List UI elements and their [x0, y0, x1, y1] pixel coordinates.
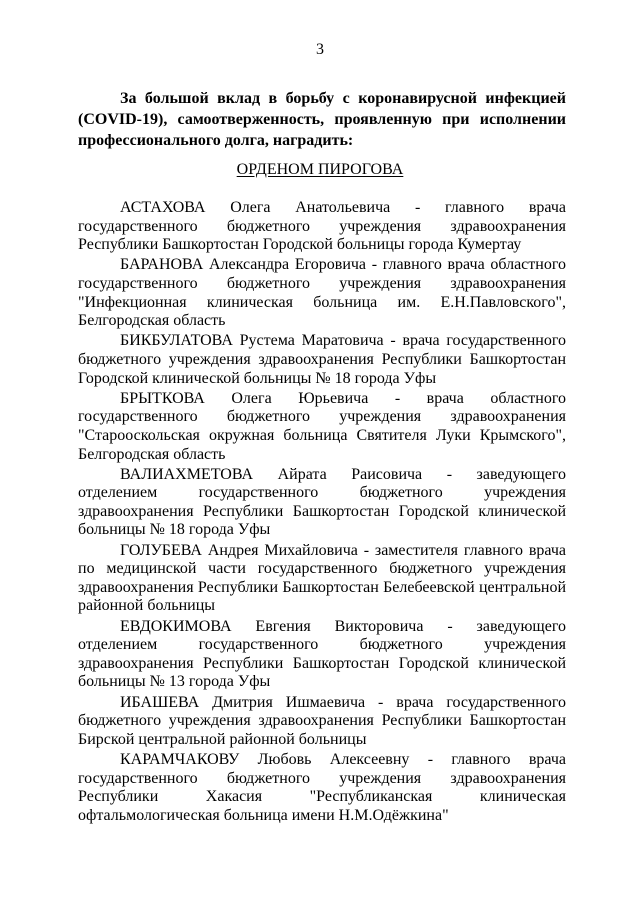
awardee-entry: БИКБУЛАТОВА Рустема Маратовича - врача государственного бюджетного учреждения здравоохранения Республики Башкортостан Городской клинической больницы № 18 города Уфы: [78, 332, 566, 387]
order-title: [0, 160, 640, 180]
awardee-entry: ИБАШЕВА Дмитрия Ишмаевича - врача государственного бюджетного учреждения здравоохранения Республики Башкортостан Бирской центральной районной больницы: [78, 693, 566, 748]
awardee-entry: ГОЛУБЕВА Андрея Михайловича - заместителя главного врача по медицинской части государственного бюджетного учреждения здравоохранения Республики Башкортостан Белебеевской центральной районной больницы: [78, 541, 566, 615]
awardee-entry: БАРАНОВА Александра Егоровича - главного врача областного государственного бюджетного учреждения здравоохранения "Инфекционная клиническая больница им. Е.Н.Павловского", Белгородская область: [78, 256, 566, 330]
award-intro-paragraph: За большой вклад в борьбу с коронавирусной инфекцией (COVID-19), самоотверженность, проявленную при исполнении профессионального долга, наградить:: [78, 90, 566, 149]
awardee-entry: АСТАХОВА Олега Анатольевича - главного врача государственного бюджетного учреждения здравоохранения Республики Башкортостан Городской больницы города Кумертау: [78, 199, 566, 254]
awardee-entry: БРЫТКОВА Олега Юрьевича - врача областного государственного бюджетного учреждения здравоохранения "Старооскольская окружная больница Святителя Луки Крымского", Белгородская область: [78, 389, 566, 463]
awardee-list: [78, 199, 566, 827]
awardee-entry: ВАЛИАХМЕТОВА Айрата Раисовича - заведующего отделением государственного бюджетного учреждения здравоохранения Республики Башкортостан Городской клинической больницы № 18 города Уфы: [78, 465, 566, 539]
page-number: 3: [316, 41, 324, 58]
order-title-text: ОРДЕНОМ ПИРОГОВА: [236, 161, 404, 178]
awardee-entry: ЕВДОКИМОВА Евгения Викторовича - заведующего отделением государственного бюджетного учреждения здравоохранения Республики Башкортостан Городской клинической больницы № 13 города Уфы: [78, 617, 566, 691]
awardee-entry: КАРАМЧАКОВУ Любовь Алексеевну - главного врача государственного бюджетного учреждения здравоохранения Республики Хакасия "Республиканская клиническая офтальмологическая больница имени Н.М.Одёжкина": [78, 750, 566, 824]
